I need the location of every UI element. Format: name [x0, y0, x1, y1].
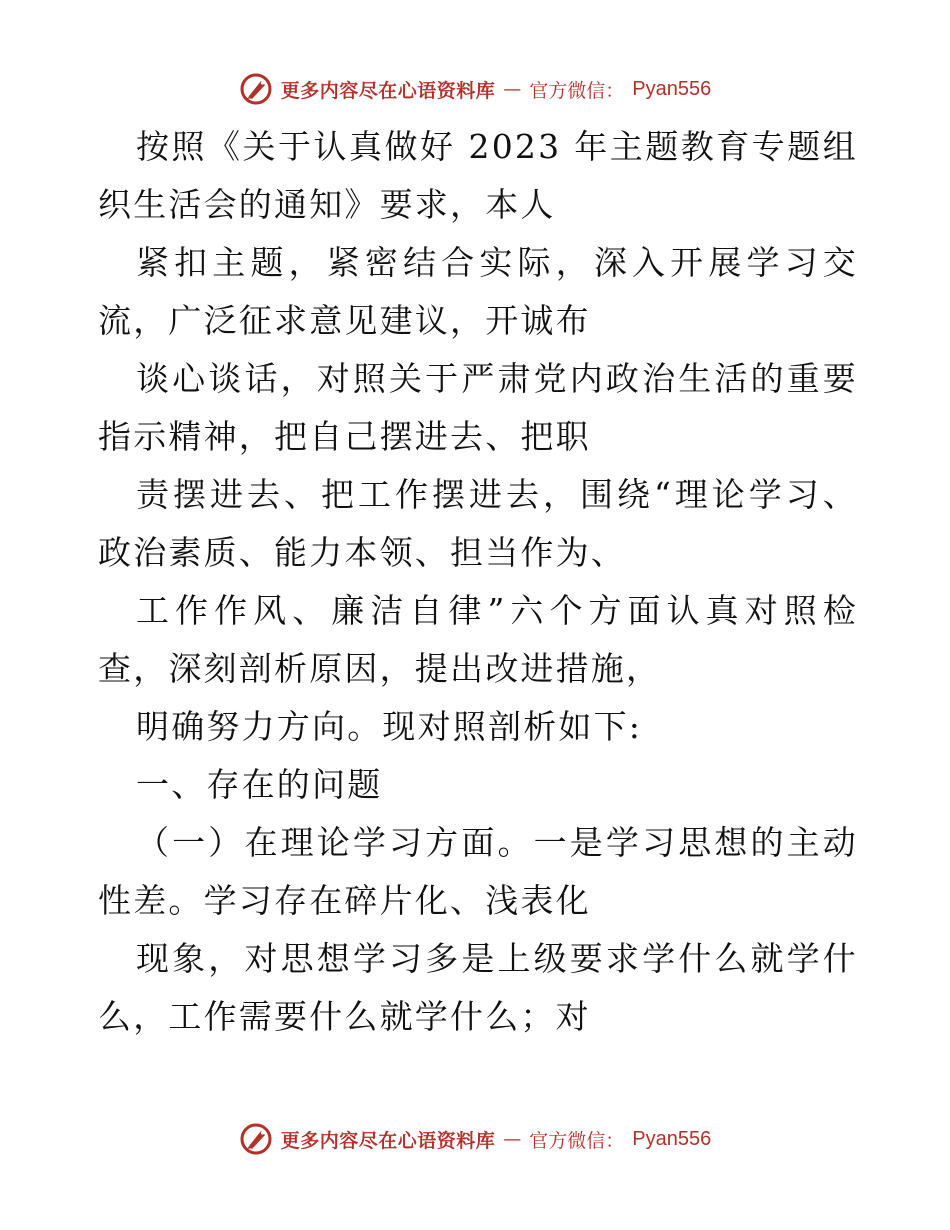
paragraph-5: 工作作风、廉洁自律”六个方面认真对照检查，深刻剖析原因，提出改进措施， — [98, 591, 858, 688]
footer-watermark — [0, 1122, 950, 1156]
pen-nib-logo-icon — [239, 72, 273, 106]
paragraph-6: 明确努力方向。现对照剖析如下: — [136, 707, 643, 746]
paragraph-2: 紧扣主题，紧密结合实际，深入开展学习交流，广泛征求意见建议，开诚布 — [98, 243, 858, 340]
header-watermark — [0, 72, 950, 106]
paragraph-3: 谈心谈话，对照关于严肃党内政治生活的重要指示精神，把自己摆进去、把职 — [98, 359, 858, 456]
watermark-wechat-id: Pyan556 — [632, 77, 712, 100]
paragraph-4: 责摆进去、把工作摆进去，围绕“理论学习、政治素质、能力本领、担当作为、 — [98, 475, 858, 572]
paragraph-9: 现象，对思想学习多是上级要求学什么就学什么，工作需要什么就学什么；对 — [98, 939, 858, 1036]
section-heading: 一、存在的问题 — [136, 765, 383, 804]
watermark-dash: — — [503, 78, 522, 100]
watermark-brand-text: 更多内容尽在心语资料库 — [280, 1129, 496, 1152]
paragraph-1: 按照《关于认真做好 2023 年主题教育专题组织生活会的通知》要求，本人 — [98, 127, 858, 224]
watermark-wechat-id: Pyan556 — [632, 1127, 712, 1150]
watermark-official-label: 官方微信： — [529, 79, 625, 102]
watermark-official-label: 官方微信： — [529, 1129, 625, 1152]
paragraph-8: （一）在理论学习方面。一是学习思想的主动性差。学习存在碎片化、浅表化 — [98, 823, 858, 920]
watermark-dash: — — [503, 1128, 522, 1150]
watermark-brand-text: 更多内容尽在心语资料库 — [280, 79, 496, 102]
pen-nib-logo-icon — [239, 1122, 273, 1156]
document-body — [98, 118, 858, 1046]
